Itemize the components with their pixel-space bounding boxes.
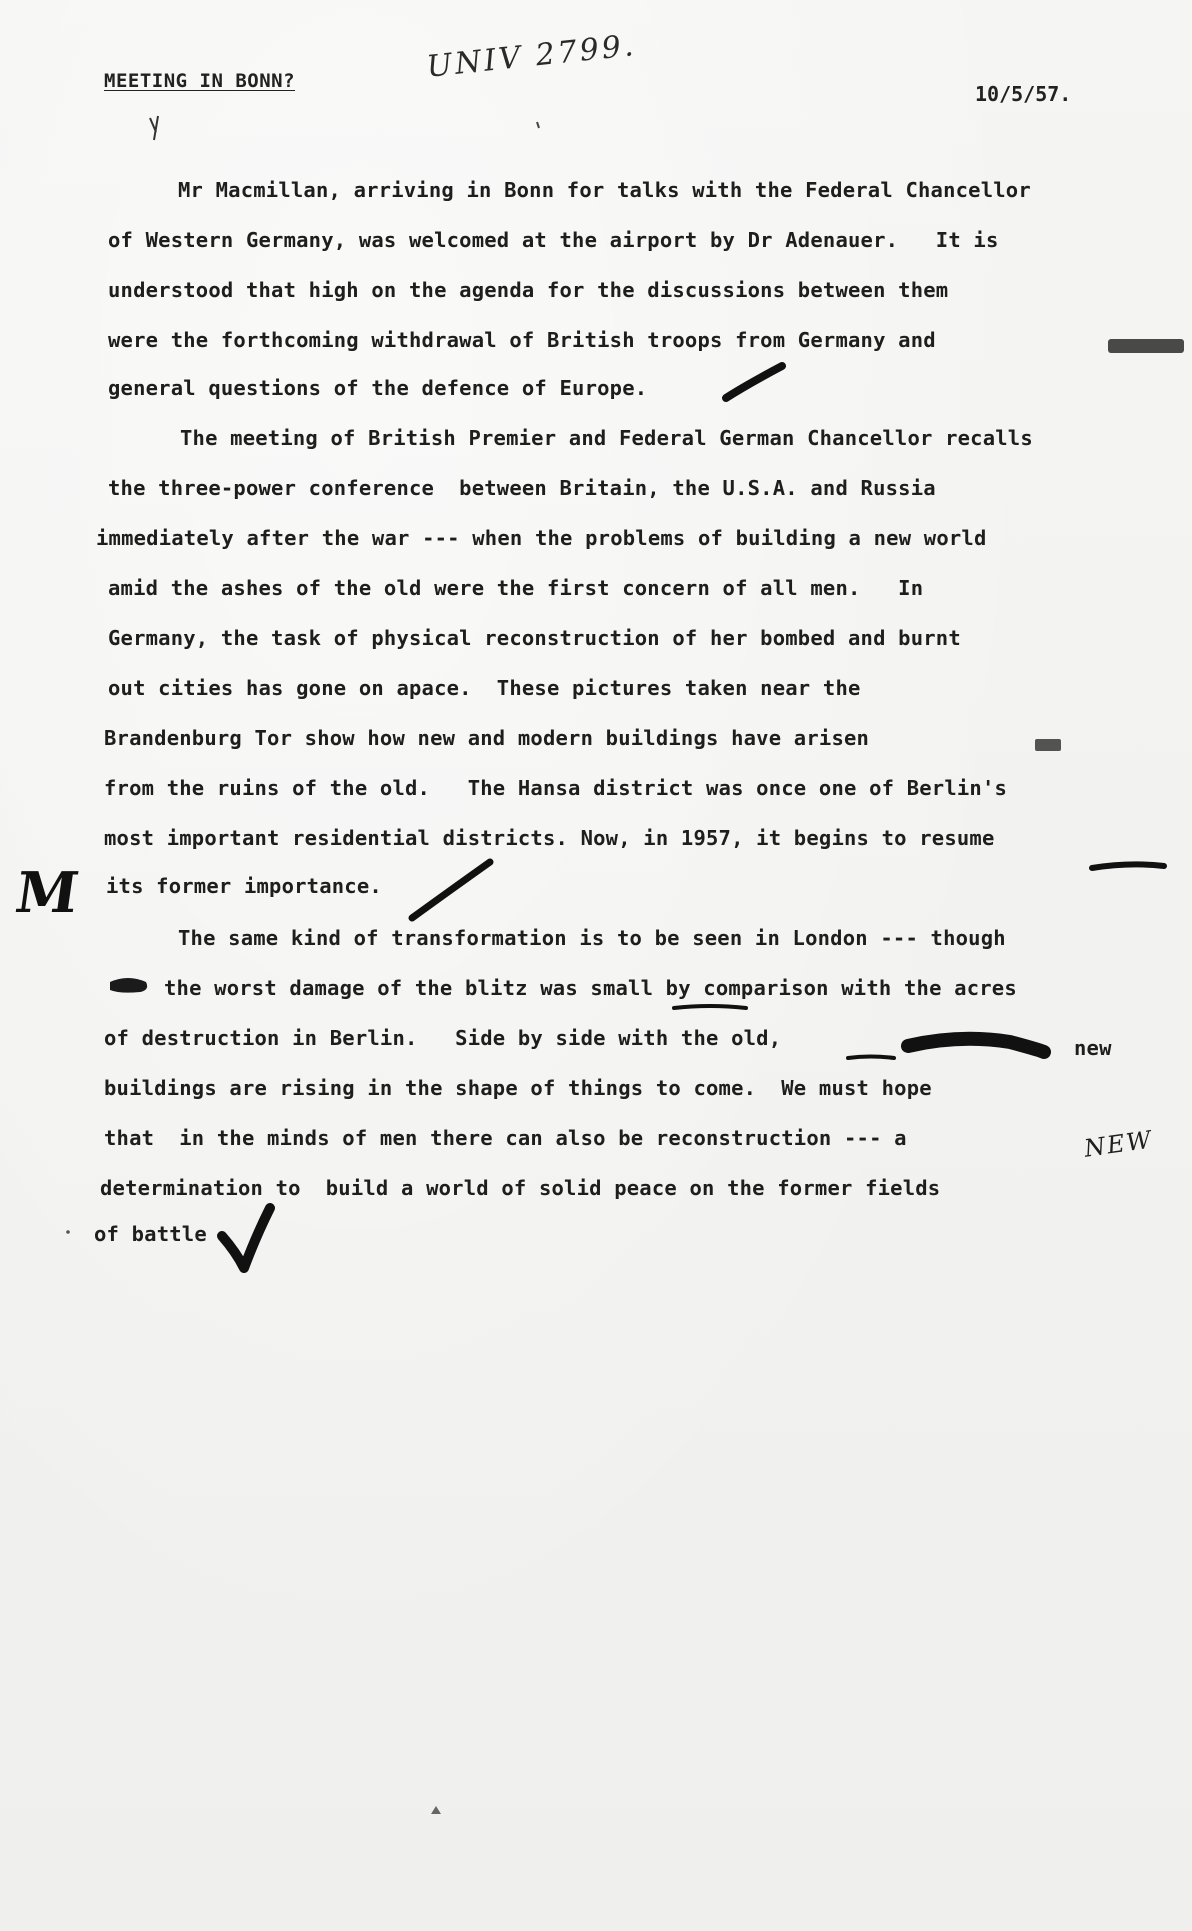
pen-underline-mark [1092,864,1164,868]
pen-check-mark [222,1208,270,1268]
body-line: immediately after the war --- when the problems of building a new world [96,526,987,550]
pen-slash-mark [412,862,490,918]
body-line: from the ruins of the old. The Hansa district was once one of Berlin's [104,776,1008,800]
body-line: the three-power conference between Britain, the U.S.A. and Russia [108,476,936,500]
body-line: its former importance. [106,874,382,898]
body-line: determination to build a world of solid peace on the former fields [100,1176,941,1200]
body-line: most important residential districts. Now, in 1957, it begins to resume [104,826,995,850]
body-line: The same kind of transformation is to be seen in London --- though [178,926,1006,950]
typed-over-blot [1035,739,1061,751]
pen-strikeout-mark [908,1039,1044,1052]
body-line: that in the minds of men there can also be reconstruction --- a [104,1126,907,1150]
body-line: Germany, the task of physical reconstruction of her bombed and burnt [108,626,961,650]
body-line: buildings are rising in the shape of things to come. We must hope [104,1076,932,1100]
body-line: of destruction in Berlin. Side by side with the old, [104,1026,782,1050]
paper-speck [431,1806,441,1814]
body-line: The meeting of British Premier and Federal German Chancellor recalls [180,426,1033,450]
body-line: amid the ashes of the old were the first concern of all men. In [108,576,924,600]
paper-speck [66,1230,70,1234]
body-line: Brandenburg Tor show how new and modern buildings have arisen [104,726,870,750]
body-line: of Western Germany, was welcomed at the airport by Dr Adenauer. It is [108,228,999,252]
typed-over-blot [1108,339,1184,353]
body-line: were the forthcoming withdrawal of British troops from Germany and [108,328,936,352]
ink-blot [110,978,147,993]
body-line: of battle [94,1222,207,1246]
margin-handwritten-mark: M [11,860,83,926]
pen-underline-mark [848,1057,894,1059]
document-date: 10/5/57. [975,82,1072,106]
handwritten-insert-word: NEW [1082,1125,1155,1163]
pen-underline-mark [674,1006,746,1008]
pen-tick-mark [150,116,158,140]
body-line: the worst damage of the blitz was small by comparison with the acres [164,976,1017,1000]
handwritten-reference-number: UNIV 2799. [425,28,638,85]
body-line: out cities has gone on apace. These pictures taken near the [108,676,861,700]
document-title: MEETING IN BONN? [104,70,296,92]
body-line: Mr Macmillan, arriving in Bonn for talks with the Federal Chancellor [178,178,1031,202]
body-line-tail: new [1074,1036,1112,1060]
pen-slash-mark [726,366,782,398]
body-line: understood that high on the agenda for the discussions between them [108,278,949,302]
body-line: general questions of the defence of Europe. [108,376,648,400]
pen-dot-mark [537,122,539,128]
